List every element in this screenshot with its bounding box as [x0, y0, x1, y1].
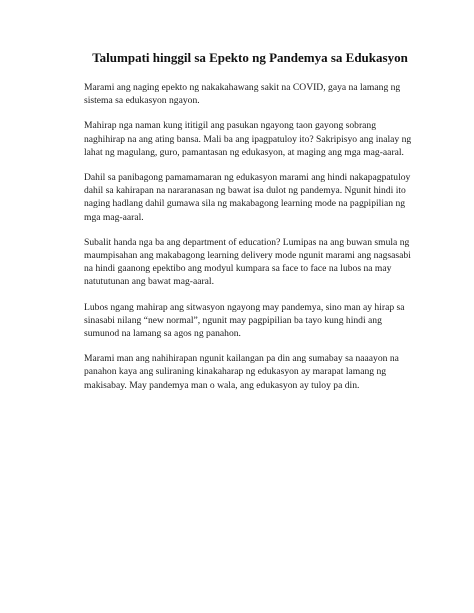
paragraph-5: Lubos ngang mahirap ang sitwasyon ngayong may pandemya, sino man ay hirap sa sinasabi nilang “new normal”, ngunit may pagpipilian ba tayo kung hindi ang sumunod na lamang sa agos ng panahon.	[84, 301, 405, 340]
paragraph-3: Dahil sa panibagong pamamamaran ng edukasyon marami ang hindi nakapagpatuloy dahil sa kahirapan na nararanasan ng bawat isa dulot ng pandemya. Ngunit hindi ito naging hadlang dahil gumawa sila ng makabagong learning mode na pagpipilian ng mga mag-aaral.	[84, 172, 411, 223]
document-title: Talumpati hinggil sa Epekto ng Pandemya sa Edukasyon	[92, 50, 408, 65]
paragraph-6: Marami man ang nahihirapan ngunit kailangan pa din ang sumabay sa naaayon na panahon kaya ang suliraning kinakaharap ng edukasyon ay marapat lamang ng makisabay. May pandemya man o wala, ang edukasyon ay tuloy pa din.	[84, 353, 399, 391]
paragraph-4: Subalit handa nga ba ang department of education? Lumipas na ang buwan smula ng maumpisahan ang makabagong learning delivery mode ngunit marami ang nagsasabi na hindi gaanong epektibo ang modyul kumpara sa face to face na lubos na may natututunan ang bawat mag-aaral.	[84, 236, 411, 288]
paragraph-1: Marami ang naging epekto ng nakakahawang sakit na COVID, gaya na lamang ng sistema sa edukasyon ngayon.	[84, 82, 401, 107]
paragraph-2: Mahirap nga naman kung ititigil ang pasukan ngayong taon gayong sobrang naghihirap na ang ating bansa. Mali ba ang ipagpatuloy ito? Sakripisyo ang inalay ng lahat ng magulang, guro, pamantasan ng edukasyon, at maging ang mga mag-aaral.	[84, 120, 412, 158]
